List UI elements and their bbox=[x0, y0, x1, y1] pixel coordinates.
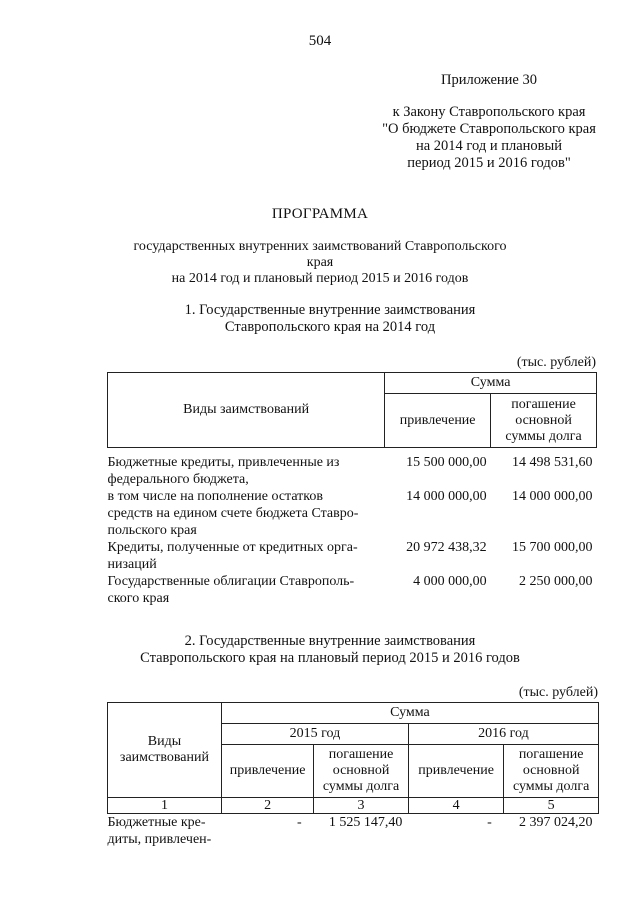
column-number-1: 1 bbox=[108, 798, 222, 814]
row-name-line-1: Бюджетные кре- bbox=[107, 815, 206, 830]
column-number-5: 5 bbox=[504, 798, 599, 814]
row-repayment: 2 250 000,00 bbox=[519, 574, 593, 589]
row-attraction: 20 972 438,32 bbox=[406, 540, 487, 555]
section2-heading bbox=[100, 633, 560, 667]
row-name-line-2: средств на едином счете бюджета Ставро- bbox=[107, 506, 359, 521]
appendix-law-title-3: период 2015 и 2016 годов" bbox=[407, 155, 571, 171]
document-subtitle bbox=[130, 239, 510, 287]
row-name bbox=[108, 814, 222, 849]
row-attraction: 14 000 000,00 bbox=[406, 489, 487, 504]
repayment-line-1: погашение bbox=[518, 747, 584, 762]
appendix-law-title-1: "О бюджете Ставропольского края bbox=[382, 121, 596, 137]
row-attraction: 4 000 000,00 bbox=[413, 574, 487, 589]
section2-header-kind-line-2: заимствований bbox=[119, 750, 209, 765]
row-repayment-2015: 1 525 147,40 bbox=[328, 815, 403, 830]
section1-header-kind: Виды заимствований bbox=[108, 373, 385, 448]
section1-units: (тыс. рублей) bbox=[516, 355, 596, 370]
row-name-line-1: Кредиты, полученные от кредитных орга- bbox=[107, 540, 358, 555]
section2-header-attraction-2015: привлечение bbox=[221, 745, 313, 798]
subtitle-line-1: государственных внутренних заимствований Ставропольского края bbox=[133, 239, 507, 270]
section2-header-year-2016: 2016 год bbox=[408, 724, 598, 745]
section1-heading bbox=[150, 302, 510, 336]
repayment-line-1: погашение bbox=[328, 747, 394, 762]
section2-header-kind bbox=[108, 703, 222, 798]
section2-heading-line-1: 2. Государственные внутренние заимствования bbox=[184, 633, 476, 649]
row-repayment: 14 000 000,00 bbox=[512, 489, 593, 504]
column-number-3: 3 bbox=[314, 798, 409, 814]
row-name bbox=[108, 539, 385, 573]
row-name-line-1: Государственные облигации Ставрополь- bbox=[107, 574, 355, 589]
row-name-line-2: федерального бюджета, bbox=[107, 472, 249, 487]
row-name-line-1: Бюджетные кредиты, привлеченные из bbox=[107, 455, 340, 470]
appendix-law-title-2: на 2014 год и плановый bbox=[415, 138, 563, 154]
section1-header-attraction: привлечение bbox=[385, 394, 491, 448]
row-name-line-1: в том числе на пополнение остатков bbox=[107, 489, 324, 504]
row-name-line-2: диты, привлечен- bbox=[107, 832, 212, 847]
table-row bbox=[108, 814, 599, 849]
document-title: ПРОГРАММА bbox=[271, 206, 369, 222]
appendix-number: Приложение 30 bbox=[441, 72, 537, 88]
row-repayment: 15 700 000,00 bbox=[512, 540, 593, 555]
row-attraction-2015: - bbox=[297, 815, 302, 830]
row-repayment-2016: 2 397 024,20 bbox=[519, 815, 593, 830]
section1-table bbox=[107, 372, 597, 607]
section1-header-repayment bbox=[491, 394, 597, 448]
appendix-law-line: к Закону Ставропольского края bbox=[392, 104, 586, 120]
page-number: 504 bbox=[308, 33, 332, 49]
section1-header-repayment-line-1: погашение bbox=[511, 396, 576, 412]
section2-heading-line-2: Ставропольского края на плановый период 2015 и 2016 годов bbox=[140, 650, 520, 666]
repayment-line-2: основной bbox=[522, 763, 580, 778]
row-name-line-3: польского края bbox=[107, 523, 197, 538]
column-number-2: 2 bbox=[221, 798, 313, 814]
section2-header-year-2015: 2015 год bbox=[221, 724, 408, 745]
section2-header-kind-line-1: Виды bbox=[147, 734, 182, 749]
repayment-line-3: суммы долга bbox=[322, 779, 400, 794]
repayment-line-2: основной bbox=[332, 763, 390, 778]
section2-table bbox=[107, 702, 599, 848]
section1-header-repayment-line-3: суммы долга bbox=[505, 428, 582, 444]
row-name bbox=[108, 573, 385, 607]
row-name bbox=[108, 454, 385, 488]
section2-header-attraction-2016: привлечение bbox=[408, 745, 503, 798]
row-repayment: 14 498 531,60 bbox=[512, 455, 593, 470]
table-row bbox=[108, 539, 597, 573]
row-attraction-2016: - bbox=[487, 815, 492, 830]
subtitle-line-2: на 2014 год и плановый период 2015 и 2016 годов bbox=[171, 271, 469, 286]
section1-heading-line-1: 1. Государственные внутренние заимствования bbox=[184, 302, 476, 318]
table-row bbox=[108, 573, 597, 607]
section2-header-repayment-2015 bbox=[314, 745, 409, 798]
section1-heading-line-2: Ставропольского края на 2014 год bbox=[224, 319, 436, 335]
repayment-line-3: суммы долга bbox=[512, 779, 590, 794]
section1-header-sum: Сумма bbox=[385, 373, 597, 394]
section2-units: (тыс. рублей) bbox=[518, 685, 598, 700]
section2-header-sum: Сумма bbox=[221, 703, 598, 724]
section2-header-repayment-2016 bbox=[504, 745, 599, 798]
table-row bbox=[108, 454, 597, 488]
row-attraction: 15 500 000,00 bbox=[406, 455, 487, 470]
section1-header-repayment-line-2: основной bbox=[515, 412, 572, 428]
table-row bbox=[108, 488, 597, 539]
row-name-line-2: низаций bbox=[107, 557, 157, 572]
row-name bbox=[108, 488, 385, 539]
row-name-line-2: ского края bbox=[107, 591, 170, 606]
column-number-4: 4 bbox=[408, 798, 503, 814]
